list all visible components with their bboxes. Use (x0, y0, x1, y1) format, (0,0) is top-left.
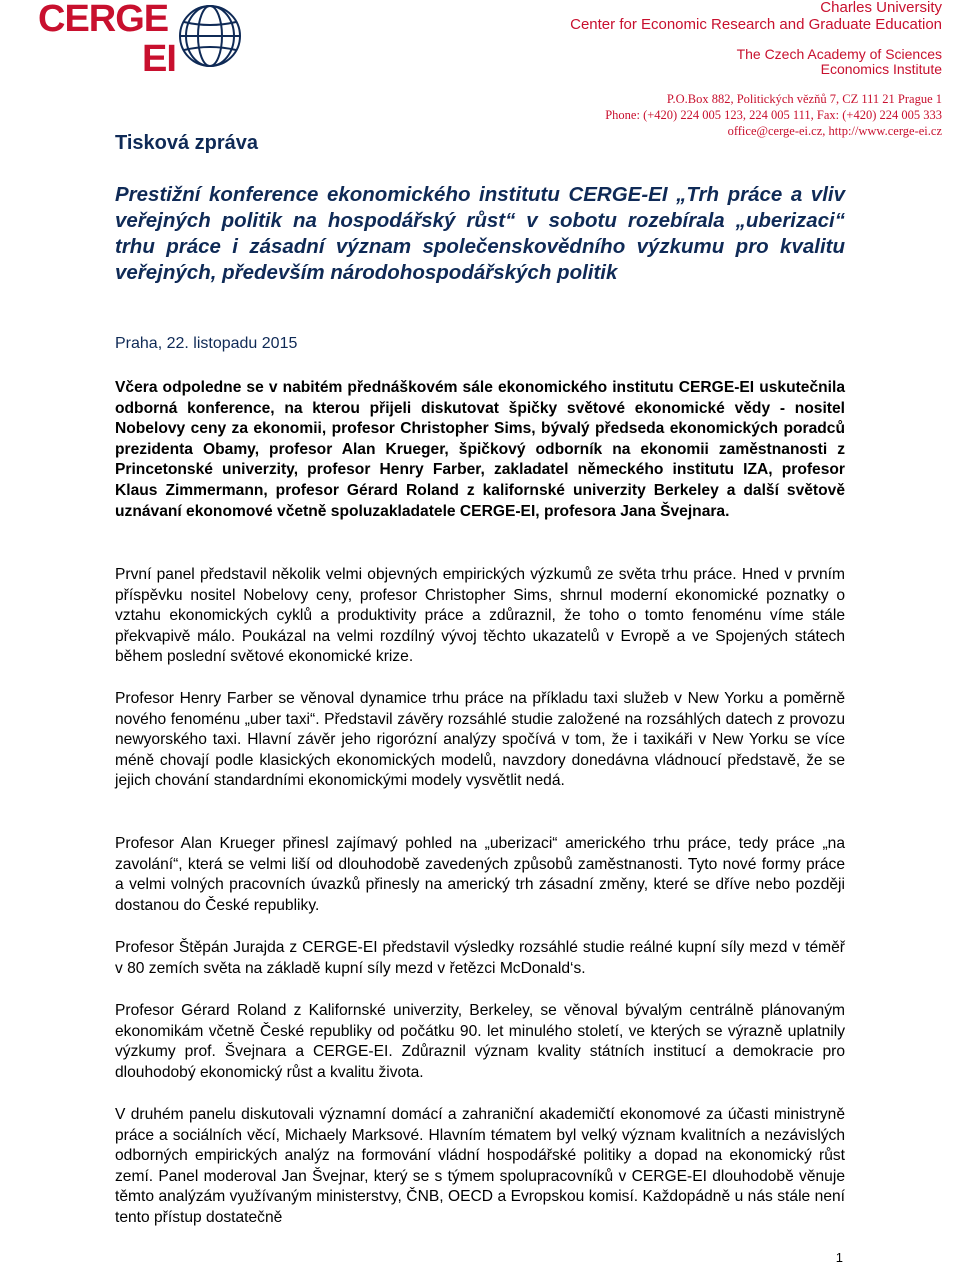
paragraph-second-panel: V druhém panelu diskutovali významní domácí a zahraniční akademičtí ekonomové za účasti ministryně práce a sociálních věcí, Michaely Marksové. Hlavním tématem byl velký význam kvalitních a nezávislých odborných empirických analýz na formování vládní hospodářské politiky a dopad na ekonomický růst zemí. Panel moderoval Jan Švejnar, který se s týmem spolupracovníků v CERGE-EI dlouhodobě věnuje těmto analýzám využívaným ministerstvy, ČNB, OECD a Evropskou komisí. Každopádně u nás stále není tento přístup dostatečně (115, 1106, 845, 1226)
university-name: Charles University (820, 0, 942, 16)
paragraph-farber: Profesor Henry Farber se věnoval dynamice trhu práce na příkladu taxi služeb v New Yorku a poměrně nového fenoménu „uber taxi“. Představil závěry rozsáhlé studie založené na rozsáhlých datech z provozu newyorského taxi. Hlavní závěr jeho rigorózní analýzy spočívá v tom, že i taxikáři v New Yorku se více méně chovají podle klasických ekonomických modelů, navzdory donedávna vládnoucí představě, že se jejich chování standardními ekonomickými modely vysvětlit nedá. (115, 690, 845, 790)
dateline: Praha, 22. listopadu 2015 (115, 335, 298, 352)
document-type-label: Tisková zpráva (115, 132, 259, 154)
institute-name: Economics Institute (820, 61, 942, 77)
paragraph-krueger: Profesor Alan Krueger přinesl zajímavý pohled na „uberizaci“ amerického trhu práce, tedy práce „na zavolání“, která se velmi liší od dlouhodobě zavedených způsobů zaměstnanosti. Tyto nové formy práce a velmi volných pracovních úvazků přinesly na americký trh zásadní změny, které se dříve nebo později dostanou do České republiky. (115, 835, 845, 914)
paragraph-jurajda: Profesor Štěpán Jurajda z CERGE-EI představil výsledky rozsáhlé studie reálné kupní síly mezd v téměř v 80 zemích světa na základě kupní síly mezd v řetězci McDonald‘s. (115, 939, 845, 977)
logo-text-cerge: CERGE (38, 0, 169, 40)
contact-links: office@cerge-ei.cz, http://www.cerge-ei.cz (727, 124, 942, 138)
globe-icon (176, 2, 244, 70)
paragraph-intro: Včera odpoledne se v nabitém přednáškovém sále ekonomického institutu CERGE-EI uskutečnila odborná konference, na kterou přijeli diskutovat špičky světové ekonomické vědy - nositel Nobelovy ceny za ekonomii, profesor Christopher Sims, bývalý předseda ekonomických poradců prezidenta Obamy, profesor Alan Krueger, špičkový odborník na ekonomii zaměstnanosti z Princetonské univerzity, profesor Henry Farber, zakladatel německého institutu IZA, profesor Klaus Zimmermann, profesor Gérard Roland z kalifornské univerzity Berkeley a další světově uznávaní ekonomové včetně spoluzakladatele CERGE-EI, profesora Jana Švejnara. (115, 379, 845, 520)
press-release-headline: Prestižní konference ekonomického institutu CERGE-EI „Trh práce a vliv veřejných politik na hospodářský růst“ v sobotu rozebírala „uberizaci“ trhu práce i zásadní význam společenskovědního výzkumu pro kvalitu veřejných, především národohospodářských politik (115, 183, 845, 284)
postal-address: P.O.Box 882, Politických vězňů 7, CZ 111 21 Prague 1 (666, 92, 942, 106)
cerge-ei-logo (8, 0, 248, 90)
page-number: 1 (835, 1250, 843, 1265)
paragraph-roland: Profesor Gérard Roland z Kalifornské univerzity, Berkeley, se věnoval bývalým centrálně plánovaným ekonomikám včetně České republiky od počátku 90. let minulého století, ve kterých se výrazně uplatnily výzkumy prof. Švejnara a CERGE-EI. Zdůraznil význam kvality státních institucí a demokracie pro dlouhodobý ekonomický růst a kvalitu života. (115, 1002, 845, 1081)
academy-name: The Czech Academy of Sciences (736, 46, 942, 62)
institution-header (570, 0, 942, 139)
logo-text-ei: EI (142, 38, 176, 80)
center-name: Center for Economic Research and Graduate Education (570, 16, 942, 33)
phone-fax: Phone: (+420) 224 005 123, 224 005 111, Fax: (+420) 224 005 333 (605, 108, 942, 122)
paragraph-first-panel: První panel představil několik velmi objevných empirických výzkumů ze světa trhu práce. Hned v prvním příspěvku nositel Nobelovy ceny, profesor Christopher Sims, shrnul moderní ekonomické poznatky o vztahu ekonomických cyklů a produktivity práce a zdůraznil, že toho o tomto fenoménu víme stále překvapivě málo. Poukázal na velmi rozdílný vývoj těchto ukazatelů v Evropě a ve Spojených státech během poslední světové ekonomické krize. (115, 566, 845, 666)
